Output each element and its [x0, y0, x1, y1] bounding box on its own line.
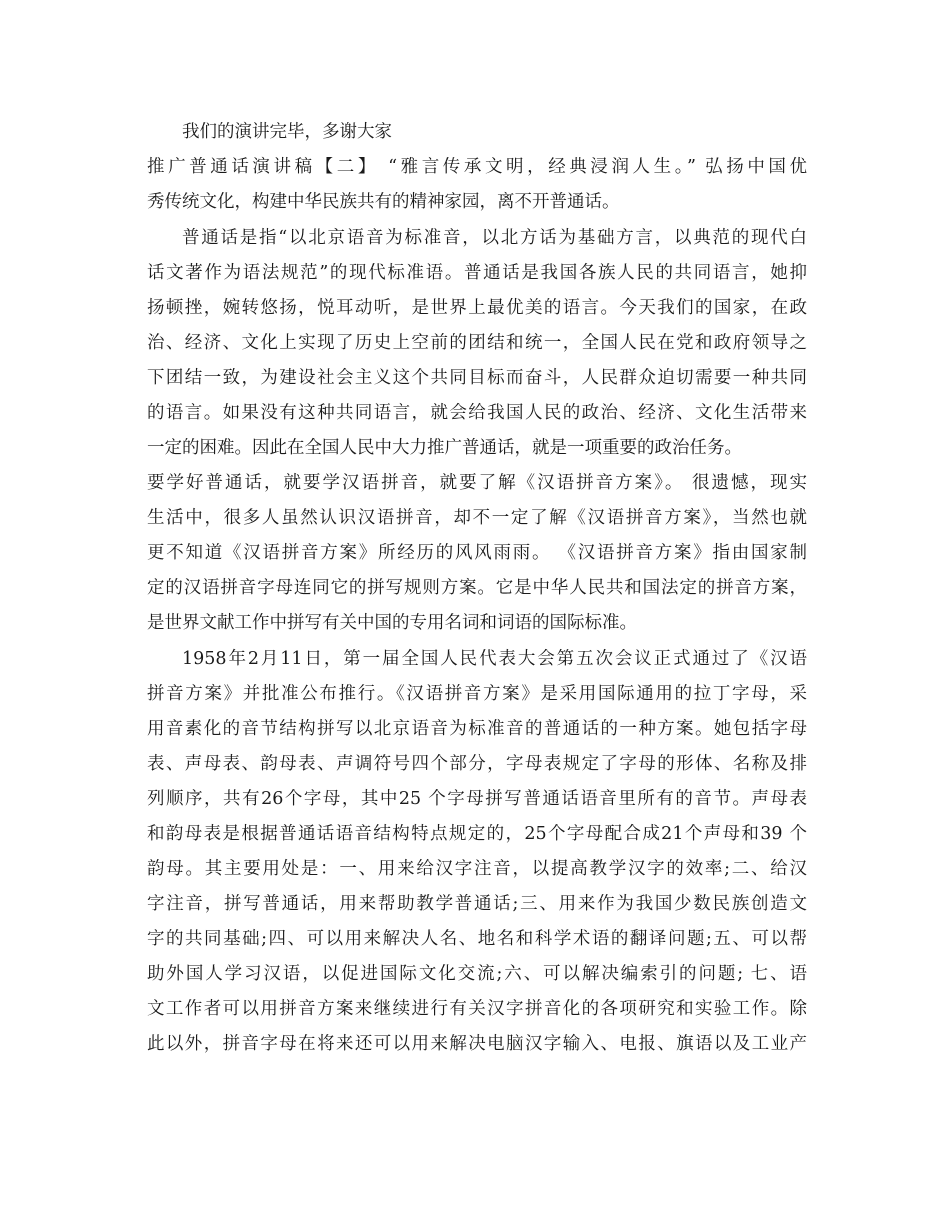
closing-line: 我们的演讲完毕，多谢大家 [182, 122, 392, 142]
paragraph-line: 此以外，拼音字母在将来还可以用来解决电脑汉字输入、电报、旗语以及工业产 [147, 1034, 807, 1054]
paragraph-line: 更不知道《汉语拼音方案》所经历的风风雨雨。 《汉语拼音方案》指由国家制 [147, 543, 807, 563]
paragraph-line: 定的汉语拼音字母连同它的拼写规则方案。它是中华人民共和国法定的拼音方案， [147, 578, 807, 598]
paragraph-line: 治、经济、文化上实现了历史上空前的团结和统一，全国人民在党和政府领导之 [147, 333, 807, 353]
section-heading-line: 推广普通话演讲稿【二】 “雅言传承文明，经典浸润人生。” 弘扬中国优 [147, 157, 807, 177]
paragraph-line: 助外国人学习汉语，以促进国际文化交流;六、可以解决编索引的问题; 七、语 [147, 964, 807, 984]
paragraph-line: 文工作者可以用拼音方案来继续进行有关汉字拼音化的各项研究和实验工作。除 [147, 999, 807, 1019]
paragraph-line: 下团结一致，为建设社会主义这个共同目标而奋斗，人民群众迫切需要一种共同 [147, 368, 807, 388]
paragraph-line: 普通话是指“以北京语音为标准音，以北方话为基础方言，以典范的现代白 [182, 228, 807, 248]
paragraph-line: 和韵母表是根据普通话语音结构特点规定的，25个字母配合成21个声母和39 个 [147, 824, 807, 844]
paragraph-line: 扬顿挫，婉转悠扬，悦耳动听，是世界上最优美的语言。今天我们的国家，在政 [147, 298, 807, 318]
paragraph-line: 字的共同基础;四、可以用来解决人名、地名和科学术语的翻译问题;五、可以帮 [147, 929, 807, 949]
paragraph-line: 列顺序，共有26个字母，其中25 个字母拼写普通话语音里所有的音节。声母表 [147, 789, 807, 809]
paragraph-line: 秀传统文化，构建中华民族共有的精神家园，离不开普通话。 [147, 192, 620, 212]
paragraph-line: 用音素化的音节结构拼写以北京语音为标准音的普通话的一种方案。她包括字母 [147, 719, 807, 739]
paragraph-line: 字注音，拼写普通话，用来帮助教学普通话;三、用来作为我国少数民族创造文 [147, 894, 807, 914]
paragraph-line: 拼音方案》并批准公布推行。《汉语拼音方案》是采用国际通用的拉丁字母，采 [147, 684, 807, 704]
paragraph-line: 表、声母表、韵母表、声调符号四个部分，字母表规定了字母的形体、名称及排 [147, 754, 807, 774]
paragraph-line: 韵母。其主要用处是：一、用来给汉字注音，以提高教学汉字的效率;二、给汉 [147, 859, 807, 879]
paragraph-line: 1958年2月11日，第一届全国人民代表大会第五次会议正式通过了《汉语 [182, 649, 807, 669]
paragraph-line: 一定的困难。因此在全国人民中大力推广普通话，就是一项重要的政治任务。 [147, 438, 742, 458]
paragraph-line: 是世界文献工作中拼写有关中国的专用名词和词语的国际标准。 [147, 613, 637, 633]
paragraph-line: 生活中，很多人虽然认识汉语拼音，却不一定了解《汉语拼音方案》，当然也就 [147, 508, 807, 528]
paragraph-line: 的语言。如果没有这种共同语言，就会给我国人民的政治、经济、文化生活带来 [147, 403, 807, 423]
paragraph-line: 要学好普通话，就要学汉语拼音，就要了解《汉语拼音方案》。 很遗憾，现实 [147, 473, 807, 493]
paragraph-line: 话文著作为语法规范”的现代标准语。普通话是我国各族人民的共同语言，她抑 [147, 263, 807, 283]
